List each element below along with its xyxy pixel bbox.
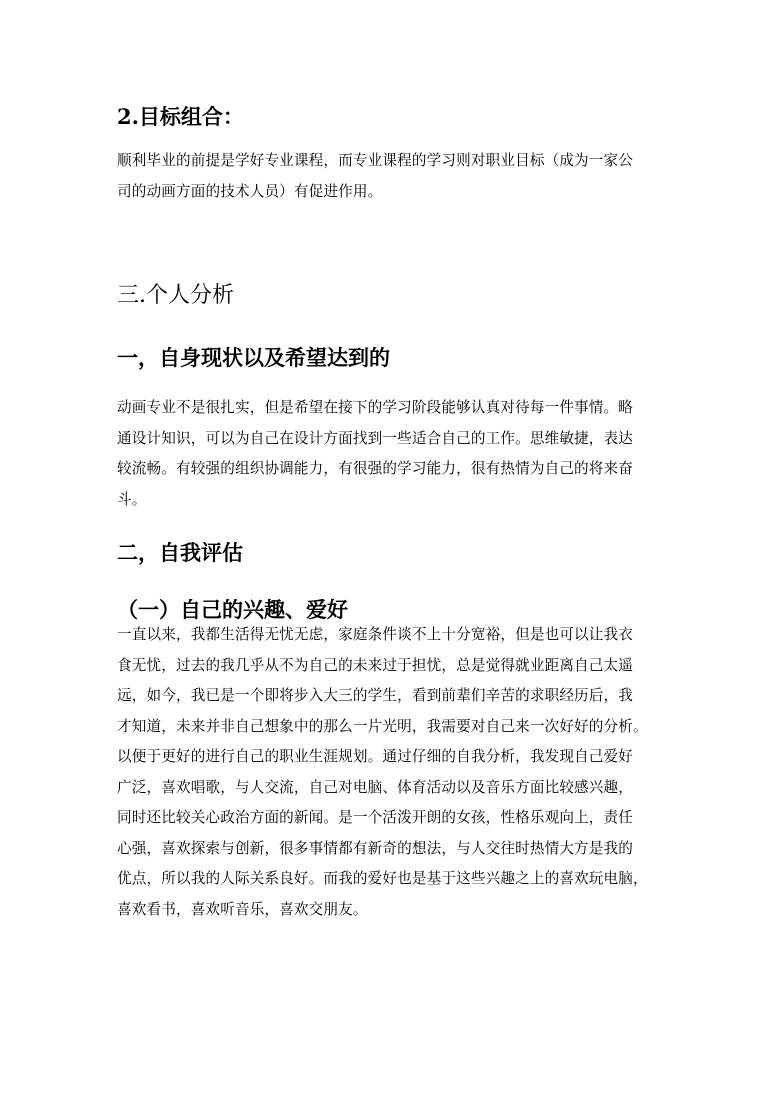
paragraph-interests bbox=[117, 620, 657, 925]
paragraph-line: 一直以来，我都生活得无忧无虑，家庭条件谈不上十分宽裕，但是也可以让我衣 bbox=[117, 626, 634, 643]
paragraph-goal bbox=[117, 146, 657, 207]
paragraph-line: 才知道，未来并非自己想象中的那么一片光明，我需要对自己来一次好好的分析。 bbox=[117, 717, 648, 735]
paragraph-line: 心强，喜欢探索与创新，很多事情都有新奇的想法，与人交往时热情大方是我的 bbox=[117, 839, 634, 857]
paragraph-line: 远，如今，我已是一个即将步入大三的学生，看到前辈们辛苦的求职经历后，我 bbox=[117, 687, 634, 704]
paragraph-line: 通设计知识，可以为自己在设计方面找到一些适合自己的工作。思维敏捷，表达 bbox=[117, 429, 634, 447]
paragraph-line: 司的动画方面的技术人员）有促进作用。 bbox=[117, 182, 383, 200]
paragraph-line: 同时还比较关心政治方面的新闻。是一个活泼开朗的女孩，性格乐观向上，责任 bbox=[117, 809, 634, 826]
paragraph-line: 广泛，喜欢唱歌，与人交流，自己对电脑、体育活动以及音乐方面比较感兴趣， bbox=[117, 778, 634, 796]
paragraph-line: 较流畅。有较强的组织协调能力，有很强的学习能力，很有热情为自己的将来奋 bbox=[117, 460, 634, 477]
paragraph-line: 食无忧，过去的我几乎从不为自己的未来过于担忧，总是觉得就业距离自己太遥 bbox=[117, 656, 634, 674]
paragraph-current-status bbox=[117, 393, 657, 515]
heading-current-status: 一，自身现状以及希望达到的 bbox=[117, 345, 390, 370]
paragraph-line: 动画专业不是很扎实，但是希望在接下的学习阶段能够认真对待每一件事情。略 bbox=[117, 399, 634, 416]
paragraph-line: 以便于更好的进行自己的职业生涯规划。通过仔细的自我分析，我发现自己爱好 bbox=[117, 748, 634, 765]
heading-personal-analysis: 三.个人分析 bbox=[117, 283, 234, 308]
paragraph-line: 优点，所以我的人际关系良好。而我的爱好也是基于这些兴趣之上的喜欢玩电脑， bbox=[117, 870, 648, 887]
heading-self-evaluation: 二，自我评估 bbox=[117, 540, 243, 565]
paragraph-line: 顺利毕业的前提是学好专业课程，而专业课程的学习则对职业目标（成为一家公 bbox=[117, 152, 634, 169]
heading-goal-combination: 2.目标组合： bbox=[117, 104, 244, 129]
paragraph-line: 斗。 bbox=[117, 490, 147, 508]
paragraph-line: 喜欢看书，喜欢听音乐，喜欢交朋友。 bbox=[117, 900, 368, 918]
heading-interests-hobbies: （一）自己的兴趣、爱好 bbox=[117, 597, 348, 622]
